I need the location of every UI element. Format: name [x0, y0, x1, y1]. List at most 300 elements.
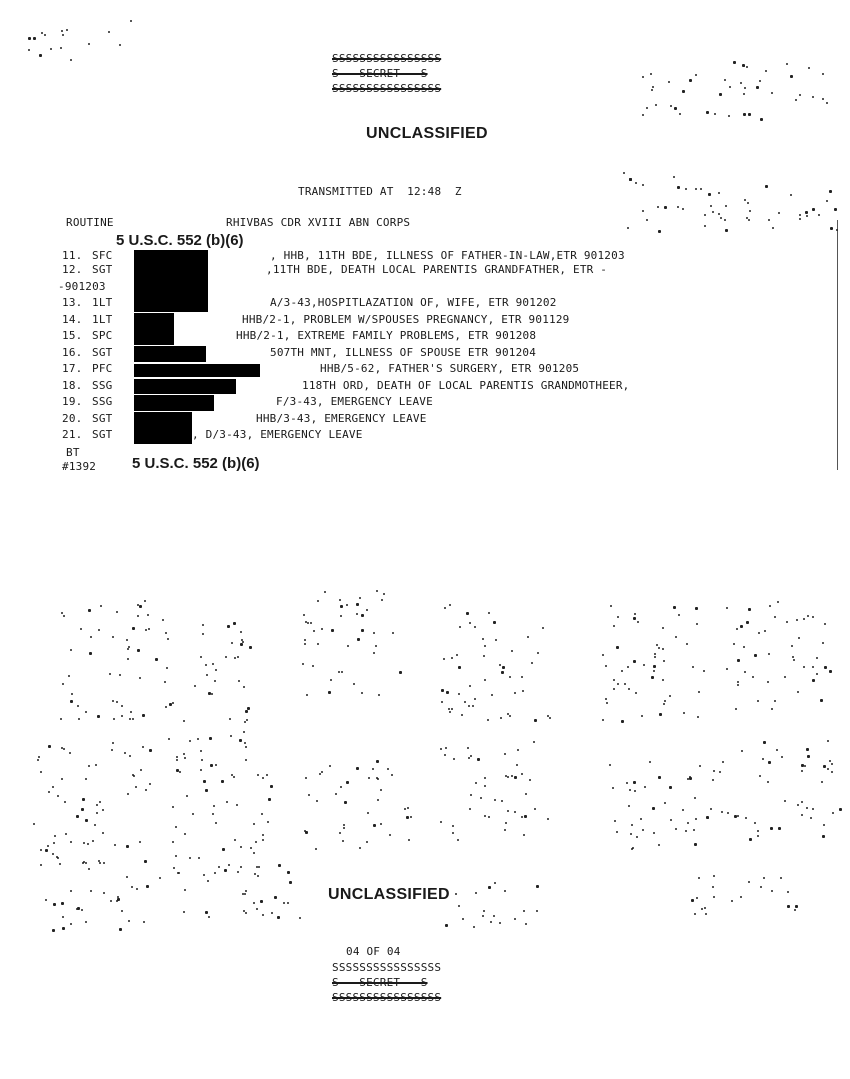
- scan-speck: [239, 739, 242, 742]
- scan-speck: [112, 742, 114, 744]
- scan-speck: [307, 622, 309, 624]
- scan-speck: [628, 688, 630, 690]
- scan-speck: [490, 921, 492, 923]
- secret-marking-top-line2: S SECRET S: [332, 67, 428, 80]
- scan-speck: [183, 753, 185, 755]
- scan-speck: [722, 761, 724, 763]
- scan-speck: [470, 794, 472, 796]
- scan-speck: [77, 907, 80, 910]
- scan-speck: [710, 205, 712, 207]
- scan-speck: [829, 760, 831, 762]
- scan-speck: [610, 605, 612, 607]
- scan-speck: [818, 214, 820, 216]
- scan-speck: [380, 823, 382, 825]
- scan-speck: [94, 824, 96, 826]
- scan-speck: [797, 691, 799, 693]
- scan-speck: [399, 671, 402, 674]
- scan-speck: [137, 604, 139, 606]
- scan-speck: [655, 104, 657, 106]
- scan-speck: [816, 673, 818, 675]
- scan-speck: [743, 113, 746, 116]
- scan-speck: [488, 612, 490, 614]
- scan-speck: [109, 673, 111, 675]
- scan-speck: [70, 700, 73, 703]
- scan-speck: [740, 896, 742, 898]
- scan-speck: [215, 669, 217, 671]
- list-item: [62, 428, 363, 442]
- scan-speck: [468, 705, 470, 707]
- scan-speck: [90, 890, 92, 892]
- scan-speck: [793, 659, 795, 661]
- scan-speck: [60, 718, 62, 720]
- scan-speck: [795, 905, 798, 908]
- scan-speck: [410, 816, 412, 818]
- scan-speck: [64, 801, 66, 803]
- scan-speck: [537, 652, 539, 654]
- scan-speck: [721, 811, 723, 813]
- scan-speck: [149, 749, 152, 752]
- scan-speck: [214, 680, 216, 682]
- scan-speck: [142, 746, 144, 748]
- scan-speck: [142, 714, 145, 717]
- scan-speck: [110, 900, 112, 902]
- scan-speck: [511, 775, 513, 777]
- scan-speck: [162, 619, 164, 621]
- scan-speck: [829, 190, 832, 193]
- scan-speck: [330, 679, 332, 681]
- scan-speck: [627, 227, 629, 229]
- scan-speck: [659, 713, 662, 716]
- scan-speck: [113, 718, 115, 720]
- scan-speck: [807, 755, 810, 758]
- entry-rank: 1LT: [92, 313, 113, 326]
- scan-speck: [139, 677, 141, 679]
- scan-speck: [727, 812, 729, 814]
- scan-speck: [404, 808, 406, 810]
- scan-speck: [117, 896, 119, 898]
- scan-speck: [472, 705, 474, 707]
- scan-speck: [477, 758, 480, 761]
- scan-speck: [316, 800, 318, 802]
- scan-speck: [62, 916, 64, 918]
- classification-bottom: UNCLASSIFIED: [328, 886, 450, 903]
- scan-speck: [338, 671, 340, 673]
- scan-speck: [524, 815, 527, 818]
- scan-speck: [812, 616, 814, 618]
- scan-speck: [469, 622, 471, 624]
- scan-speck: [502, 666, 505, 669]
- scan-speck: [678, 614, 680, 616]
- scan-speck: [210, 764, 213, 767]
- scan-speck: [303, 614, 305, 616]
- scan-speck: [701, 908, 703, 910]
- scan-speck: [342, 840, 344, 842]
- scan-speck: [475, 782, 477, 784]
- scan-speck: [525, 923, 527, 925]
- scan-speck: [441, 689, 444, 692]
- scan-speck: [664, 700, 666, 702]
- entry-number: 17.: [62, 362, 83, 375]
- scan-speck: [704, 225, 706, 227]
- scan-speck: [198, 857, 200, 859]
- scan-speck: [266, 774, 268, 776]
- scan-speck: [536, 885, 539, 888]
- entry-text: HHB/3-43, EMERGENCY LEAVE: [256, 412, 427, 425]
- scan-speck: [799, 94, 801, 96]
- scan-speck: [737, 815, 739, 817]
- scan-speck: [383, 593, 385, 595]
- scan-speck: [128, 646, 130, 648]
- scan-speck: [493, 915, 495, 917]
- scan-speck: [167, 638, 169, 640]
- scan-speck: [366, 841, 368, 843]
- scan-speck: [495, 639, 497, 641]
- scan-speck: [149, 783, 151, 785]
- scan-speck: [192, 813, 194, 815]
- scan-speck: [271, 912, 273, 914]
- scan-speck: [98, 629, 100, 631]
- scan-speck: [473, 926, 475, 928]
- scan-speck: [446, 691, 449, 694]
- entry-rank: SFC: [92, 249, 113, 262]
- scan-speck: [488, 886, 491, 889]
- scan-speck: [801, 770, 803, 772]
- scan-speck: [144, 600, 146, 602]
- scan-speck: [287, 871, 290, 874]
- scan-speck: [88, 868, 90, 870]
- entry-text: , HHB, 11TH BDE, ILLNESS OF FATHER-IN-LAW,ETR 901203: [270, 249, 625, 262]
- entry-rank: SGT: [92, 346, 113, 359]
- scan-speck: [804, 765, 806, 767]
- scan-speck: [319, 773, 321, 775]
- scan-speck: [682, 208, 684, 210]
- scan-speck: [687, 822, 689, 824]
- scan-speck: [228, 864, 230, 866]
- entry-number: 16.: [62, 346, 83, 359]
- message-number: #1392: [62, 460, 97, 473]
- scan-speck: [359, 847, 361, 849]
- scan-speck: [822, 98, 824, 100]
- scan-speck: [704, 214, 706, 216]
- scan-speck: [670, 105, 672, 107]
- scan-speck: [172, 702, 174, 704]
- scan-speck: [733, 61, 736, 64]
- scan-speck: [262, 777, 264, 779]
- scan-speck: [771, 890, 773, 892]
- scan-speck: [361, 629, 364, 632]
- scan-speck: [70, 890, 72, 892]
- scan-speck: [445, 747, 447, 749]
- scan-speck: [71, 693, 73, 695]
- scan-speck: [321, 771, 323, 773]
- scan-speck: [731, 900, 733, 902]
- scan-speck: [514, 776, 517, 779]
- scan-speck: [744, 87, 746, 89]
- scan-speck: [662, 648, 664, 650]
- scan-speck: [744, 199, 746, 201]
- scan-speck: [831, 763, 833, 765]
- scan-speck: [523, 910, 525, 912]
- scan-speck: [650, 73, 652, 75]
- scan-speck: [494, 882, 496, 884]
- scan-speck: [786, 621, 788, 623]
- scan-speck: [464, 701, 466, 703]
- scan-speck: [440, 821, 442, 823]
- scan-speck: [768, 653, 770, 655]
- scan-speck: [737, 681, 739, 683]
- secret-marking-bottom-line3: SSSSSSSSSSSSSSSS: [332, 991, 442, 1004]
- scan-speck: [237, 871, 239, 873]
- scan-speck: [459, 626, 461, 628]
- scan-speck: [703, 670, 705, 672]
- scan-speck: [713, 770, 715, 772]
- scan-speck: [602, 654, 604, 656]
- scan-speck: [127, 648, 129, 650]
- scan-speck: [605, 665, 607, 667]
- scan-speck: [767, 681, 769, 683]
- redaction-box: [134, 329, 174, 345]
- scan-speck: [81, 909, 83, 911]
- scan-speck: [112, 636, 114, 638]
- scan-speck: [677, 206, 679, 208]
- scan-speck: [85, 819, 88, 822]
- scan-speck: [747, 202, 749, 204]
- redaction-box: [134, 395, 214, 411]
- scan-speck: [373, 652, 375, 654]
- scan-speck: [189, 857, 191, 859]
- scan-speck: [313, 630, 315, 632]
- scan-speck: [56, 856, 58, 858]
- scan-speck: [245, 710, 248, 713]
- scan-speck: [353, 683, 355, 685]
- scan-speck: [145, 629, 147, 631]
- scan-speck: [48, 791, 50, 793]
- scan-speck: [749, 838, 752, 841]
- scan-speck: [226, 801, 228, 803]
- scan-speck: [791, 645, 793, 647]
- scan-speck: [627, 666, 629, 668]
- scan-speck: [469, 685, 471, 687]
- scan-speck: [719, 93, 722, 96]
- scan-speck: [131, 886, 133, 888]
- scan-speck: [310, 622, 312, 624]
- scan-speck: [305, 777, 307, 779]
- scan-speck: [335, 793, 337, 795]
- scan-speck: [633, 781, 636, 784]
- scan-speck: [52, 929, 55, 932]
- redaction-box: [134, 426, 192, 444]
- scan-speck: [806, 748, 809, 751]
- scan-speck: [816, 657, 818, 659]
- scan-speck: [651, 676, 654, 679]
- entry-text: ,11TH BDE, DEATH LOCAL PARENTIS GRANDFATHER, ETR -: [266, 263, 608, 276]
- scan-speck: [189, 740, 191, 742]
- redaction-box: [134, 346, 206, 362]
- scan-speck: [762, 758, 764, 760]
- scan-speck: [724, 79, 726, 81]
- scan-speck: [712, 779, 714, 781]
- scan-speck: [240, 846, 242, 848]
- scan-speck: [184, 833, 186, 835]
- scan-speck: [234, 839, 236, 841]
- scan-speck: [111, 749, 113, 751]
- scan-speck: [254, 873, 256, 875]
- scan-speck: [201, 759, 203, 761]
- redaction-box: [134, 262, 208, 296]
- scan-speck: [668, 81, 670, 83]
- scan-speck: [713, 896, 715, 898]
- scan-speck: [103, 892, 105, 894]
- scan-speck: [61, 30, 63, 32]
- scan-speck: [764, 630, 766, 632]
- scan-speck: [211, 693, 213, 695]
- scan-speck: [92, 840, 94, 842]
- scan-speck: [88, 43, 90, 45]
- scan-speck: [66, 29, 68, 31]
- scan-speck: [689, 776, 691, 778]
- scan-speck: [340, 605, 343, 608]
- scan-speck: [206, 674, 208, 676]
- redaction-box: [134, 313, 174, 329]
- scan-speck: [268, 798, 271, 801]
- scan-speck: [644, 786, 646, 788]
- scan-speck: [803, 666, 805, 668]
- scan-speck: [484, 815, 486, 817]
- scan-speck: [449, 604, 451, 606]
- scan-speck: [504, 753, 506, 755]
- scan-speck: [792, 656, 794, 658]
- scan-speck: [623, 172, 625, 174]
- scan-speck: [669, 786, 672, 789]
- scan-speck: [205, 789, 208, 792]
- scan-speck: [741, 750, 743, 752]
- scan-speck: [82, 862, 84, 864]
- scan-speck: [822, 73, 824, 75]
- scan-speck: [45, 849, 48, 852]
- scan-speck: [790, 75, 793, 78]
- scan-speck: [674, 107, 677, 110]
- scan-speck: [302, 663, 304, 665]
- transmittal-time: TRANSMITTED AT 12:48 Z: [298, 185, 462, 198]
- scan-speck: [712, 886, 714, 888]
- scan-speck: [500, 717, 502, 719]
- scan-speck: [367, 812, 369, 814]
- scan-speck: [126, 639, 128, 641]
- scan-speck: [501, 671, 504, 674]
- scan-speck: [28, 49, 30, 51]
- scan-speck: [514, 918, 516, 920]
- scan-speck: [706, 111, 709, 114]
- scan-speck: [260, 900, 263, 903]
- scan-speck: [830, 227, 833, 230]
- scan-speck: [669, 695, 671, 697]
- scan-speck: [469, 808, 471, 810]
- scan-speck: [356, 613, 358, 615]
- scan-speck: [630, 833, 632, 835]
- scan-speck: [245, 890, 247, 892]
- scan-speck: [768, 761, 771, 764]
- scan-speck: [687, 778, 689, 780]
- scan-speck: [184, 757, 186, 759]
- scan-speck: [704, 907, 706, 909]
- scan-speck: [763, 741, 766, 744]
- scan-speck: [531, 662, 533, 664]
- scan-speck: [85, 711, 87, 713]
- scan-speck: [642, 184, 644, 186]
- scan-speck: [231, 642, 233, 644]
- scan-speck: [119, 44, 121, 46]
- scan-speck: [458, 693, 460, 695]
- scan-speck: [746, 621, 749, 624]
- scan-speck: [754, 822, 756, 824]
- scan-speck: [725, 229, 728, 232]
- scan-speck: [812, 808, 814, 810]
- scan-speck: [643, 664, 645, 666]
- scan-speck: [787, 891, 789, 893]
- scan-speck: [494, 799, 496, 801]
- scan-speck: [516, 764, 518, 766]
- scan-speck: [136, 888, 138, 890]
- scan-speck: [88, 609, 91, 612]
- scan-speck: [440, 748, 442, 750]
- scan-speck: [662, 627, 664, 629]
- scan-speck: [258, 866, 260, 868]
- scan-speck: [299, 917, 301, 919]
- scan-speck: [255, 841, 257, 843]
- scan-speck: [356, 603, 359, 606]
- scan-speck: [116, 611, 118, 613]
- addressee: RHIVBAS CDR XVIII ABN CORPS: [226, 216, 411, 229]
- entry-number: 19.: [62, 395, 83, 408]
- scan-speck: [183, 911, 185, 913]
- scan-speck: [480, 797, 482, 799]
- scan-speck: [356, 767, 359, 770]
- scan-speck: [144, 860, 147, 863]
- scan-speck: [381, 599, 383, 601]
- scan-speck: [823, 824, 825, 826]
- scan-speck: [82, 798, 85, 801]
- scan-speck: [482, 915, 484, 917]
- scan-speck: [177, 872, 179, 874]
- scan-speck: [776, 749, 778, 751]
- scan-speck: [771, 708, 773, 710]
- scan-speck: [60, 47, 62, 49]
- scan-speck: [165, 706, 167, 708]
- scan-speck: [83, 842, 85, 844]
- scan-speck: [653, 670, 655, 672]
- scan-speck: [132, 718, 134, 720]
- scan-speck: [710, 808, 712, 810]
- scan-speck: [691, 899, 694, 902]
- scan-speck: [748, 881, 750, 883]
- scan-speck: [616, 646, 619, 649]
- scan-speck: [41, 32, 43, 34]
- scan-speck: [487, 719, 489, 721]
- secret-marking-bottom-line2: S SECRET S: [332, 976, 428, 989]
- scan-speck: [340, 786, 342, 788]
- scan-speck: [359, 597, 361, 599]
- scan-speck: [317, 600, 319, 602]
- scan-speck: [85, 862, 87, 864]
- scan-speck: [85, 921, 87, 923]
- scan-speck: [253, 852, 255, 854]
- scan-speck: [127, 793, 129, 795]
- scan-speck: [135, 786, 137, 788]
- entry-number: 20.: [62, 412, 83, 425]
- scan-speck: [63, 615, 65, 617]
- scan-speck: [99, 862, 101, 864]
- scan-speck: [824, 623, 826, 625]
